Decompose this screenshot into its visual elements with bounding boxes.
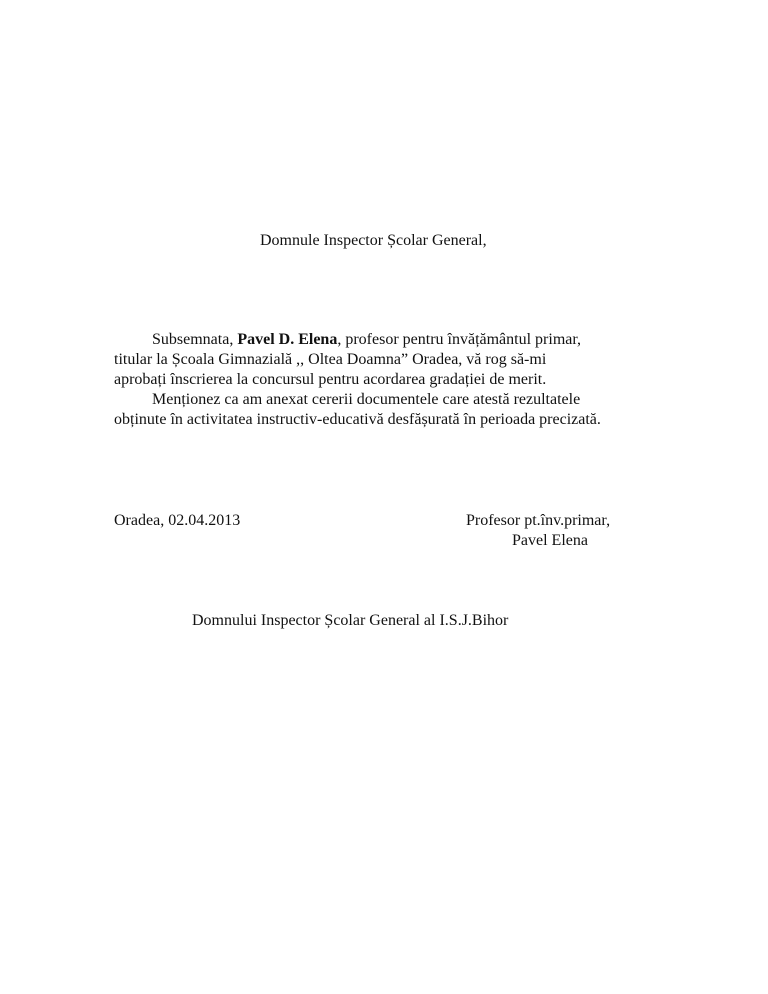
body-line-3: aprobați înscrierea la concursul pentru acordarea gradației de merit.	[114, 371, 547, 388]
body-line-5: obținute în activitatea instructiv-educativă desfășurată în perioada precizată.	[114, 411, 601, 428]
addressee: Domnului Inspector Școlar General al I.S.J.Bihor	[192, 612, 509, 629]
body-line-1-end: , profesor pentru învățământul primar,	[337, 331, 582, 348]
applicant-name: Pavel D. Elena	[237, 331, 338, 348]
body-line-2: titular la Școala Gimnazială ,, Oltea Doamna” Oradea, vă rog să-mi	[114, 351, 547, 368]
body-line-4	[114, 390, 580, 410]
signature-title: Profesor pt.înv.primar,	[466, 512, 611, 529]
body-line-1	[114, 330, 581, 350]
salutation: Domnule Inspector Școlar General,	[260, 232, 487, 249]
body-line-4-text: Menționez ca am anexat cererii documentele care atestă rezultatele	[152, 391, 581, 408]
place-and-date: Oradea, 02.04.2013	[114, 512, 241, 529]
body-line-1-start: Subsemnata,	[152, 331, 238, 348]
signature-name: Pavel Elena	[512, 532, 588, 549]
